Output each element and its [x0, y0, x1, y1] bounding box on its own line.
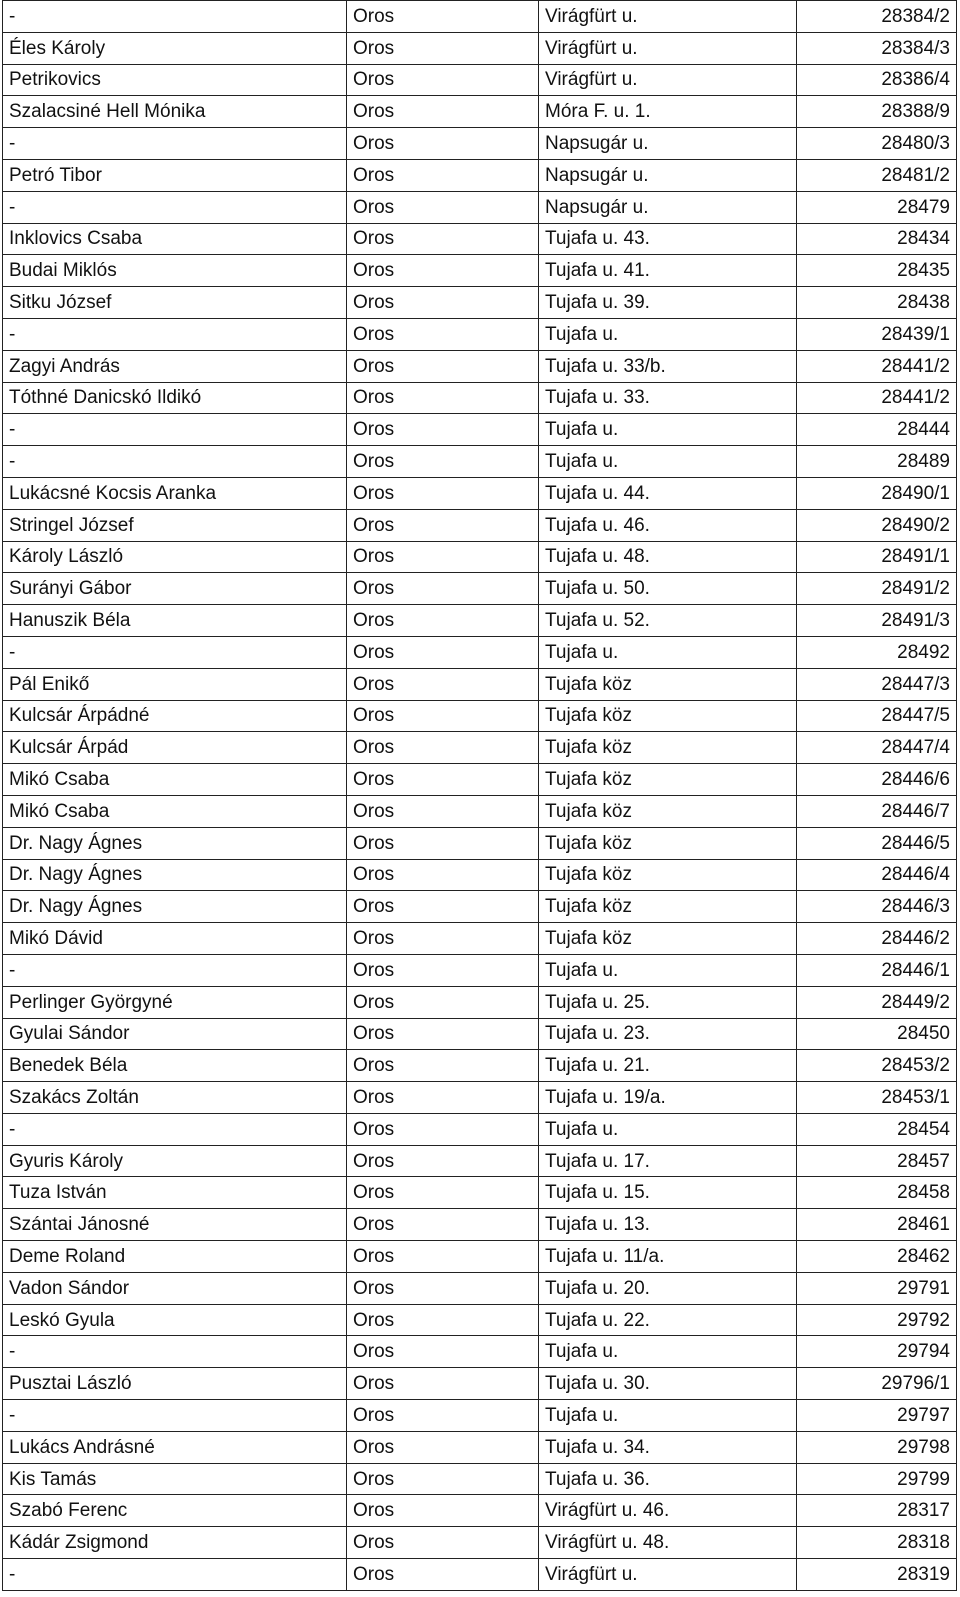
street-cell: Tujafa u. 20. — [539, 1272, 797, 1304]
table-row — [3, 159, 957, 191]
town-cell: Oros — [347, 859, 539, 891]
owner-name-cell: Deme Roland — [3, 1241, 347, 1273]
town-cell: Oros — [347, 1463, 539, 1495]
table-row — [3, 1, 957, 33]
town-cell: Oros — [347, 382, 539, 414]
owner-name-cell: - — [3, 1, 347, 33]
street-cell: Tujafa u. 30. — [539, 1368, 797, 1400]
street-cell: Napsugár u. — [539, 159, 797, 191]
town-cell: Oros — [347, 414, 539, 446]
town-cell: Oros — [347, 1559, 539, 1591]
table-row — [3, 1559, 957, 1591]
street-cell: Virágfürt u. 48. — [539, 1527, 797, 1559]
owner-name-cell: Dr. Nagy Ágnes — [3, 827, 347, 859]
town-cell: Oros — [347, 1495, 539, 1527]
owner-name-cell: Benedek Béla — [3, 1050, 347, 1082]
table-row — [3, 350, 957, 382]
owner-name-cell: Leskó Gyula — [3, 1304, 347, 1336]
lot-number-cell: 28438 — [797, 287, 957, 319]
lot-number-cell: 28490/2 — [797, 509, 957, 541]
lot-number-cell: 28434 — [797, 223, 957, 255]
town-cell: Oros — [347, 32, 539, 64]
owner-name-cell: Mikó Csaba — [3, 795, 347, 827]
street-cell: Tujafa u. — [539, 1113, 797, 1145]
owner-name-cell: - — [3, 414, 347, 446]
owner-name-cell: Lukács Andrásné — [3, 1431, 347, 1463]
owner-name-cell: - — [3, 446, 347, 478]
town-cell: Oros — [347, 318, 539, 350]
lot-number-cell: 28446/2 — [797, 923, 957, 955]
table-row — [3, 859, 957, 891]
lot-number-cell: 28447/3 — [797, 668, 957, 700]
owner-name-cell: - — [3, 1559, 347, 1591]
owner-name-cell: Mikó Csaba — [3, 764, 347, 796]
town-cell: Oros — [347, 255, 539, 287]
lot-number-cell: 28458 — [797, 1177, 957, 1209]
owner-name-cell: Szabó Ferenc — [3, 1495, 347, 1527]
table-row — [3, 636, 957, 668]
table-row — [3, 223, 957, 255]
street-cell: Tujafa u. 22. — [539, 1304, 797, 1336]
town-cell: Oros — [347, 986, 539, 1018]
owner-table — [2, 0, 957, 1591]
lot-number-cell: 28446/6 — [797, 764, 957, 796]
table-row — [3, 1304, 957, 1336]
table-row — [3, 795, 957, 827]
street-cell: Tujafa u. 23. — [539, 1018, 797, 1050]
street-cell: Tujafa u. — [539, 954, 797, 986]
table-row — [3, 1209, 957, 1241]
table-row — [3, 509, 957, 541]
street-cell: Tujafa köz — [539, 827, 797, 859]
table-row — [3, 1431, 957, 1463]
street-cell: Tujafa köz — [539, 923, 797, 955]
table-row — [3, 446, 957, 478]
town-cell: Oros — [347, 223, 539, 255]
town-cell: Oros — [347, 732, 539, 764]
lot-number-cell: 28453/2 — [797, 1050, 957, 1082]
owner-name-cell: Kulcsár Árpád — [3, 732, 347, 764]
owner-name-cell: Kis Tamás — [3, 1463, 347, 1495]
owner-name-cell: - — [3, 1113, 347, 1145]
street-cell: Tujafa u. 48. — [539, 541, 797, 573]
owner-name-cell: - — [3, 191, 347, 223]
owner-name-cell: Pál Enikő — [3, 668, 347, 700]
town-cell: Oros — [347, 1241, 539, 1273]
lot-number-cell: 28384/3 — [797, 32, 957, 64]
street-cell: Tujafa u. 13. — [539, 1209, 797, 1241]
town-cell: Oros — [347, 64, 539, 96]
street-cell: Tujafa u. 33. — [539, 382, 797, 414]
lot-number-cell: 29797 — [797, 1400, 957, 1432]
table-row — [3, 1463, 957, 1495]
lot-number-cell: 28435 — [797, 255, 957, 287]
town-cell: Oros — [347, 541, 539, 573]
town-cell: Oros — [347, 923, 539, 955]
town-cell: Oros — [347, 1177, 539, 1209]
street-cell: Tujafa u. 25. — [539, 986, 797, 1018]
lot-number-cell: 28457 — [797, 1145, 957, 1177]
owner-name-cell: Szakács Zoltán — [3, 1082, 347, 1114]
lot-number-cell: 29791 — [797, 1272, 957, 1304]
town-cell: Oros — [347, 159, 539, 191]
street-cell: Tujafa u. 52. — [539, 605, 797, 637]
table-row — [3, 732, 957, 764]
street-cell: Tujafa köz — [539, 732, 797, 764]
street-cell: Tujafa u. 46. — [539, 509, 797, 541]
street-cell: Tujafa köz — [539, 764, 797, 796]
lot-number-cell: 29799 — [797, 1463, 957, 1495]
owner-name-cell: Lukácsné Kocsis Aranka — [3, 477, 347, 509]
lot-number-cell: 28490/1 — [797, 477, 957, 509]
table-row — [3, 128, 957, 160]
lot-number-cell: 28481/2 — [797, 159, 957, 191]
table-row — [3, 1018, 957, 1050]
owner-name-cell: - — [3, 954, 347, 986]
table-row — [3, 64, 957, 96]
table-row — [3, 954, 957, 986]
town-cell: Oros — [347, 573, 539, 605]
owner-name-cell: Mikó Dávid — [3, 923, 347, 955]
lot-number-cell: 28450 — [797, 1018, 957, 1050]
owner-name-cell: - — [3, 1400, 347, 1432]
owner-name-cell: Surányi Gábor — [3, 573, 347, 605]
owner-name-cell: Gyuris Károly — [3, 1145, 347, 1177]
street-cell: Tujafa köz — [539, 795, 797, 827]
lot-number-cell: 28491/3 — [797, 605, 957, 637]
table-row — [3, 1177, 957, 1209]
lot-number-cell: 28386/4 — [797, 64, 957, 96]
street-cell: Tujafa u. 33/b. — [539, 350, 797, 382]
street-cell: Tujafa u. — [539, 1400, 797, 1432]
owner-name-cell: Szántai Jánosné — [3, 1209, 347, 1241]
street-cell: Tujafa köz — [539, 700, 797, 732]
street-cell: Tujafa u. 17. — [539, 1145, 797, 1177]
town-cell: Oros — [347, 191, 539, 223]
table-row — [3, 1082, 957, 1114]
street-cell: Tujafa köz — [539, 891, 797, 923]
table-row — [3, 986, 957, 1018]
owner-name-cell: Vadon Sándor — [3, 1272, 347, 1304]
owner-name-cell: Gyulai Sándor — [3, 1018, 347, 1050]
lot-number-cell: 29796/1 — [797, 1368, 957, 1400]
owner-name-cell: - — [3, 636, 347, 668]
town-cell: Oros — [347, 795, 539, 827]
table-row — [3, 1495, 957, 1527]
table-row — [3, 318, 957, 350]
owner-name-cell: Sitku József — [3, 287, 347, 319]
lot-number-cell: 28491/2 — [797, 573, 957, 605]
lot-number-cell: 28444 — [797, 414, 957, 446]
street-cell: Tujafa u. — [539, 1336, 797, 1368]
town-cell: Oros — [347, 668, 539, 700]
lot-number-cell: 28453/1 — [797, 1082, 957, 1114]
table-row — [3, 541, 957, 573]
table-row — [3, 700, 957, 732]
lot-number-cell: 28318 — [797, 1527, 957, 1559]
table-row — [3, 764, 957, 796]
lot-number-cell: 28480/3 — [797, 128, 957, 160]
lot-number-cell: 29792 — [797, 1304, 957, 1336]
lot-number-cell: 28461 — [797, 1209, 957, 1241]
town-cell: Oros — [347, 605, 539, 637]
table-row — [3, 1527, 957, 1559]
lot-number-cell: 28441/2 — [797, 350, 957, 382]
lot-number-cell: 28449/2 — [797, 986, 957, 1018]
street-cell: Tujafa u. 21. — [539, 1050, 797, 1082]
lot-number-cell: 28439/1 — [797, 318, 957, 350]
table-row — [3, 1272, 957, 1304]
table-row — [3, 287, 957, 319]
street-cell: Virágfürt u. — [539, 1, 797, 33]
owner-name-cell: Szalacsiné Hell Mónika — [3, 96, 347, 128]
town-cell: Oros — [347, 1368, 539, 1400]
table-row — [3, 891, 957, 923]
table-row — [3, 1145, 957, 1177]
town-cell: Oros — [347, 1527, 539, 1559]
town-cell: Oros — [347, 1, 539, 33]
table-row — [3, 923, 957, 955]
street-cell: Virágfürt u. — [539, 32, 797, 64]
town-cell: Oros — [347, 1018, 539, 1050]
street-cell: Tujafa u. 36. — [539, 1463, 797, 1495]
street-cell: Tujafa u. 39. — [539, 287, 797, 319]
lot-number-cell: 28446/5 — [797, 827, 957, 859]
lot-number-cell: 28447/5 — [797, 700, 957, 732]
town-cell: Oros — [347, 636, 539, 668]
street-cell: Tujafa u. — [539, 446, 797, 478]
street-cell: Tujafa u. 11/a. — [539, 1241, 797, 1273]
owner-name-cell: Inklovics Csaba — [3, 223, 347, 255]
owner-table-body — [3, 1, 957, 1591]
table-row — [3, 1368, 957, 1400]
town-cell: Oros — [347, 1209, 539, 1241]
town-cell: Oros — [347, 509, 539, 541]
owner-name-cell: Stringel József — [3, 509, 347, 541]
town-cell: Oros — [347, 1431, 539, 1463]
lot-number-cell: 28388/9 — [797, 96, 957, 128]
table-row — [3, 255, 957, 287]
town-cell: Oros — [347, 446, 539, 478]
owner-name-cell: - — [3, 1336, 347, 1368]
street-cell: Tujafa köz — [539, 668, 797, 700]
street-cell: Móra F. u. 1. — [539, 96, 797, 128]
street-cell: Tujafa u. 44. — [539, 477, 797, 509]
table-row — [3, 32, 957, 64]
lot-number-cell: 28479 — [797, 191, 957, 223]
owner-name-cell: Budai Miklós — [3, 255, 347, 287]
table-row — [3, 477, 957, 509]
table-row — [3, 605, 957, 637]
lot-number-cell: 28384/2 — [797, 1, 957, 33]
street-cell: Tujafa u. 50. — [539, 573, 797, 605]
street-cell: Tujafa u. 34. — [539, 1431, 797, 1463]
owner-name-cell: Pusztai László — [3, 1368, 347, 1400]
lot-number-cell: 29798 — [797, 1431, 957, 1463]
town-cell: Oros — [347, 477, 539, 509]
lot-number-cell: 28447/4 — [797, 732, 957, 764]
owner-name-cell: Dr. Nagy Ágnes — [3, 891, 347, 923]
street-cell: Tujafa u. — [539, 318, 797, 350]
town-cell: Oros — [347, 1272, 539, 1304]
lot-number-cell: 28491/1 — [797, 541, 957, 573]
street-cell: Virágfürt u. 46. — [539, 1495, 797, 1527]
street-cell: Napsugár u. — [539, 128, 797, 160]
town-cell: Oros — [347, 1113, 539, 1145]
town-cell: Oros — [347, 1400, 539, 1432]
owner-name-cell: Hanuszik Béla — [3, 605, 347, 637]
owner-name-cell: - — [3, 128, 347, 160]
owner-name-cell: Károly László — [3, 541, 347, 573]
lot-number-cell: 28441/2 — [797, 382, 957, 414]
town-cell: Oros — [347, 1082, 539, 1114]
street-cell: Tujafa köz — [539, 859, 797, 891]
table-row — [3, 96, 957, 128]
table-row — [3, 573, 957, 605]
owner-name-cell: Petrikovics — [3, 64, 347, 96]
owner-name-cell: Zagyi András — [3, 350, 347, 382]
street-cell: Tujafa u. 41. — [539, 255, 797, 287]
table-row — [3, 668, 957, 700]
lot-number-cell: 28317 — [797, 1495, 957, 1527]
town-cell: Oros — [347, 891, 539, 923]
town-cell: Oros — [347, 954, 539, 986]
lot-number-cell: 28446/1 — [797, 954, 957, 986]
table-row — [3, 1336, 957, 1368]
lot-number-cell: 28319 — [797, 1559, 957, 1591]
lot-number-cell: 28446/4 — [797, 859, 957, 891]
street-cell: Tujafa u. — [539, 414, 797, 446]
owner-name-cell: Éles Károly — [3, 32, 347, 64]
town-cell: Oros — [347, 1304, 539, 1336]
town-cell: Oros — [347, 128, 539, 160]
lot-number-cell: 28462 — [797, 1241, 957, 1273]
table-row — [3, 1400, 957, 1432]
town-cell: Oros — [347, 287, 539, 319]
town-cell: Oros — [347, 350, 539, 382]
street-cell: Virágfürt u. — [539, 1559, 797, 1591]
lot-number-cell: 28454 — [797, 1113, 957, 1145]
owner-name-cell: Perlinger Györgyné — [3, 986, 347, 1018]
owner-name-cell: Dr. Nagy Ágnes — [3, 859, 347, 891]
owner-name-cell: Kádár Zsigmond — [3, 1527, 347, 1559]
town-cell: Oros — [347, 96, 539, 128]
owner-name-cell: Tuza István — [3, 1177, 347, 1209]
lot-number-cell: 28446/7 — [797, 795, 957, 827]
town-cell: Oros — [347, 827, 539, 859]
table-row — [3, 1113, 957, 1145]
owner-name-cell: Kulcsár Árpádné — [3, 700, 347, 732]
street-cell: Tujafa u. 43. — [539, 223, 797, 255]
town-cell: Oros — [347, 1336, 539, 1368]
town-cell: Oros — [347, 700, 539, 732]
table-row — [3, 1050, 957, 1082]
lot-number-cell: 28489 — [797, 446, 957, 478]
owner-name-cell: Tóthné Danicskó Ildikó — [3, 382, 347, 414]
owner-name-cell: Petró Tibor — [3, 159, 347, 191]
street-cell: Virágfürt u. — [539, 64, 797, 96]
table-row — [3, 827, 957, 859]
table-row — [3, 382, 957, 414]
lot-number-cell: 28492 — [797, 636, 957, 668]
table-row — [3, 414, 957, 446]
lot-number-cell: 29794 — [797, 1336, 957, 1368]
town-cell: Oros — [347, 1145, 539, 1177]
street-cell: Napsugár u. — [539, 191, 797, 223]
town-cell: Oros — [347, 764, 539, 796]
table-row — [3, 191, 957, 223]
owner-name-cell: - — [3, 318, 347, 350]
street-cell: Tujafa u. — [539, 636, 797, 668]
table-row — [3, 1241, 957, 1273]
town-cell: Oros — [347, 1050, 539, 1082]
lot-number-cell: 28446/3 — [797, 891, 957, 923]
street-cell: Tujafa u. 19/a. — [539, 1082, 797, 1114]
street-cell: Tujafa u. 15. — [539, 1177, 797, 1209]
